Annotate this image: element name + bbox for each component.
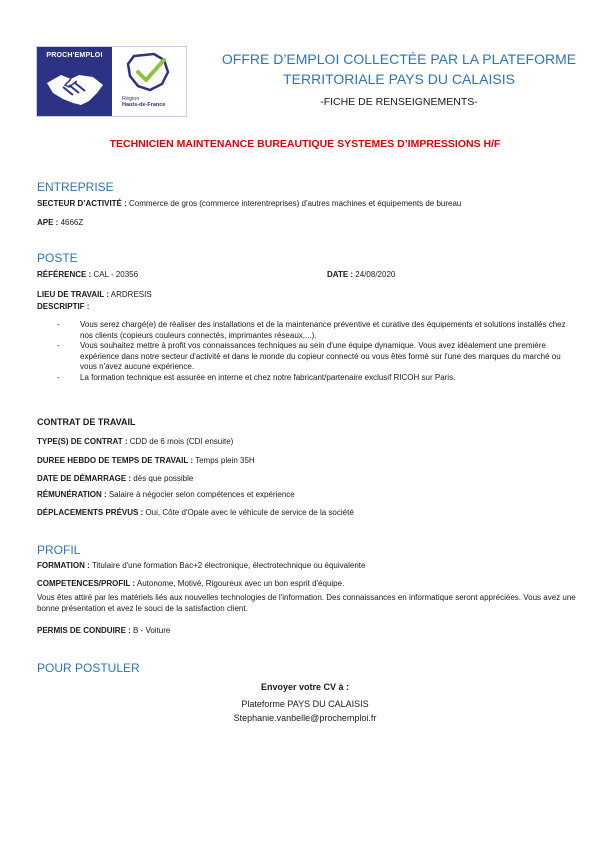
lieu-line — [37, 290, 152, 300]
deplacements-line — [37, 508, 354, 518]
reference-value: CAL - 20356 — [91, 270, 139, 279]
duree-line — [37, 456, 255, 466]
descriptif-line — [37, 302, 89, 312]
prochemploi-logo — [36, 46, 187, 117]
demarrage-label: DATE DE DÉMARRAGE : — [37, 474, 132, 483]
region-line-1: Région — [122, 96, 140, 102]
type-contrat-line — [37, 437, 233, 447]
date-label: DATE : — [327, 270, 354, 279]
logo-region-panel — [112, 47, 186, 116]
type-contrat-value: CDD de 6 mois (CDI ensuite) — [127, 437, 234, 446]
reference-line — [37, 270, 138, 280]
secteur-label: SECTEUR D’ACTIVITÉ : — [37, 199, 127, 208]
type-contrat-label: TYPE(S) DE CONTRAT : — [37, 437, 128, 446]
section-profil-heading: PROFIL — [37, 543, 81, 557]
logo-brand-text: PROCH'EMPLOI — [46, 52, 103, 59]
section-poste-heading: POSTE — [37, 251, 78, 265]
date-value: 24/08/2020 — [353, 270, 396, 279]
profil-paragraph: Vous êtes attiré par les matériels liés aux nouvelles technologies de l'information. Des connaissances en informatique seront appréciées. Vous avez une bonne présentation et avez le souci de la satisfaction client. — [37, 593, 576, 613]
lieu-value: ARDRESIS — [109, 290, 152, 299]
section-entreprise-heading: ENTREPRISE — [37, 180, 114, 194]
formation-value: Titulaire d'une formation Bac+2 électronique, électrotechnique ou équivalente — [89, 561, 366, 570]
reference-label: RÉFÉRENCE : — [37, 270, 92, 279]
ape-label: APE : — [37, 218, 59, 227]
remuneration-value: Salaire à négocier selon compétences et expérience — [106, 490, 295, 499]
header-title-line-1: OFFRE D’EMPLOI COLLECTÉE PAR LA PLATEFORME — [221, 51, 577, 67]
deplacements-label: DÉPLACEMENTS PRÉVUS : — [37, 508, 144, 517]
ape-value: 4666Z — [58, 218, 84, 227]
contrat-heading: CONTRAT DE TRAVAIL — [37, 417, 136, 427]
region-line-2: Hauts-de-France — [122, 102, 166, 108]
section-postuler-heading: POUR POSTULER — [37, 661, 140, 675]
formation-label: FORMATION : — [37, 561, 90, 570]
duree-value: Temps plein 35H — [193, 456, 255, 465]
descriptif-label: DESCRIPTIF : — [37, 302, 90, 311]
ape-line — [37, 218, 83, 228]
remuneration-line — [37, 490, 295, 500]
duree-label: DUREE HEBDO DE TEMPS DE TRAVAIL : — [37, 456, 194, 465]
descriptif-bullet-list — [57, 320, 577, 383]
descriptif-bullet: - Vous serez chargé(e) de réaliser des installations et de la maintenance préventive et curative des équipements et solutions installés chez nos clients (copieurs couleurs connectés, imprimantes réseaux,...). — [57, 320, 577, 341]
permis-value: B - Voiture — [130, 626, 171, 635]
competences-line — [37, 579, 344, 589]
remuneration-label: RÉMUNÉRATION : — [37, 490, 107, 499]
region-text — [122, 96, 165, 108]
competences-label: COMPETENCES/PROFIL : — [37, 579, 136, 588]
platform-name: Plateforme PAYS DU CALAISIS — [241, 699, 369, 709]
permis-line — [37, 626, 170, 636]
lieu-label: LIEU DE TRAVAIL : — [37, 290, 109, 299]
logo-left-panel — [37, 47, 112, 116]
competences-value: Autonome, Motivé, Rigoureux avec un bon esprit d'équipe. — [135, 579, 345, 588]
date-line — [327, 270, 395, 280]
demarrage-line — [37, 474, 193, 484]
permis-label: PERMIS DE CONDUIRE : — [37, 626, 131, 635]
header-subtitle: -FICHE DE RENSEIGNEMENTS- — [320, 96, 478, 108]
cv-label: Envoyer votre CV à : — [260, 682, 350, 692]
region-map-icon — [124, 52, 174, 94]
demarrage-value: dès que possible — [131, 474, 194, 483]
header-title-line-2: TERRITORIALE PAYS DU CALAISIS — [283, 71, 515, 87]
job-title: TECHNICIEN MAINTENANCE BUREAUTIQUE SYSTEMES D’IMPRESSIONS H/F — [109, 138, 501, 150]
handshake-icon — [45, 69, 105, 107]
descriptif-bullet: - Vous souhaitez mettre à profit vos connaissances techniques au sein d'une équipe dynamique. Vous avez idéalement une première expérience dans notre secteur d'activité et dans le monde du copieur connecté ou vous êtes formé sur l'une des marques du marché ou vous n'avez aucune expérience. — [57, 341, 577, 373]
secteur-line — [37, 199, 461, 209]
contact-email-link[interactable]: Stephanie.vanbelle@prochemploi.fr — [233, 713, 377, 723]
deplacements-value: Oui, Côte d'Opale avec le véhicule de service de la société — [143, 508, 354, 517]
descriptif-bullet: - La formation technique est assurée en interne et chez notre fabricant/partenaire exclusif RICOH sur Paris. — [57, 373, 577, 384]
formation-line — [37, 561, 365, 571]
secteur-value: Commerce de gros (commerce interentreprises) d'autres machines et équipements de bureau — [126, 199, 462, 208]
